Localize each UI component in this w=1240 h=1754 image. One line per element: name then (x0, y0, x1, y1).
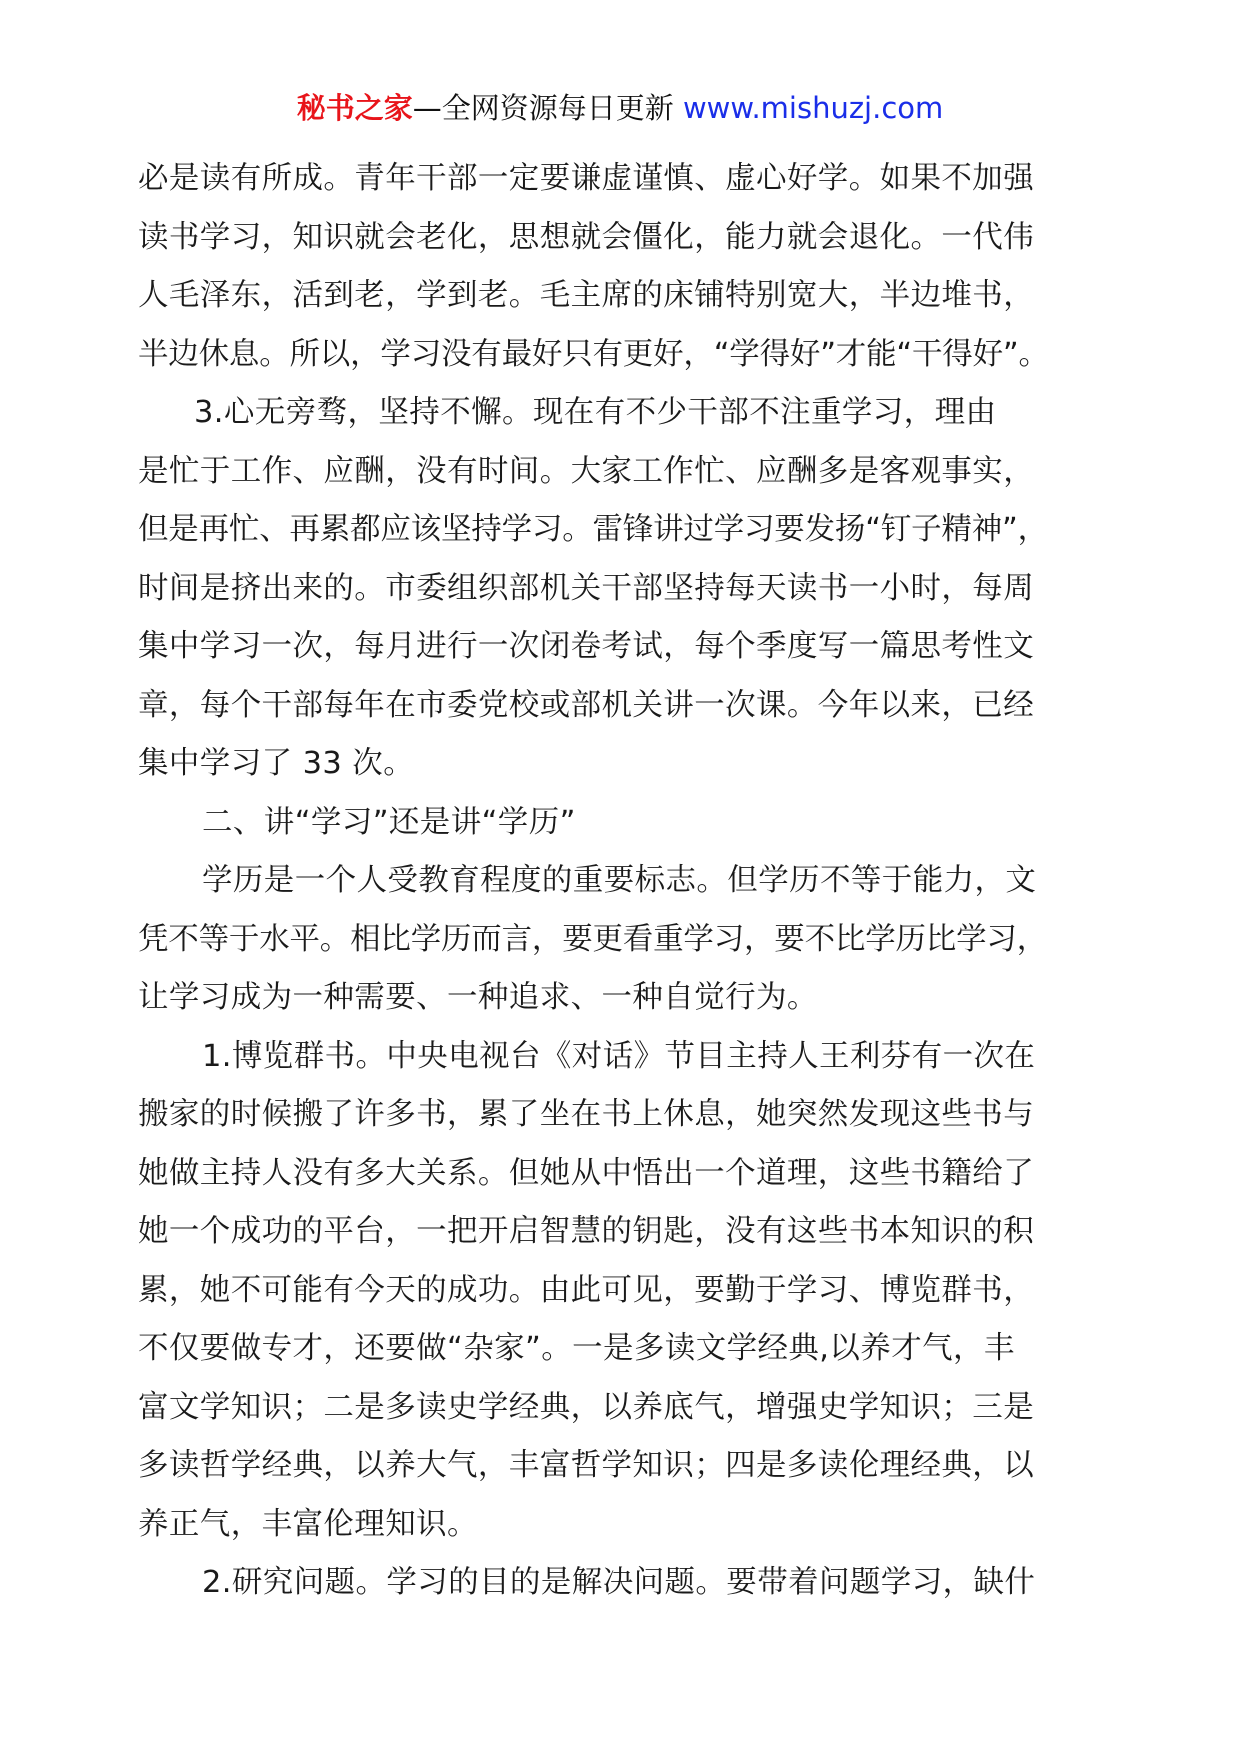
text-line: 1.博览群书。中央电视台《对话》节目主持人王利芬有一次在 (202, 1038, 1036, 1074)
text-line: 集中学习了 33 次。 (138, 746, 415, 781)
text-line: 她做主持人没有多大关系。但她从中悟出一个道理，这些书籍给了 (138, 1155, 1035, 1191)
header-tagline: —全网资源每日更新 (412, 91, 674, 125)
text-line: 但是再忙、再累都应该坚持学习。雷锋讲过学习要发扬“钉子精神”， (138, 512, 1048, 547)
text-line: 她一个成功的平台，一把开启智慧的钥匙，没有这些书本知识的积 (138, 1214, 1035, 1249)
text-line: 章，每个干部每年在市委党校或部机关讲一次课。今年以来，已经 (138, 687, 1035, 723)
text-line: 累，她不可能有今天的成功。由此可见，要勤于学习、博览群书， (138, 1272, 1035, 1308)
text-line: 人毛泽东，活到老，学到老。毛主席的床铺特别宽大，半边堆书， (138, 278, 1035, 313)
website-link[interactable]: www.mishuzj.com (682, 91, 944, 125)
text-line: 多读哲学经典，以养大气，丰富哲学知识；四是多读伦理经典，以 (138, 1448, 1035, 1483)
text-line: 2.研究问题。学习的目的是解决问题。要带着问题学习，缺什 (202, 1565, 1036, 1600)
brand-name: 秘书之家 (296, 91, 413, 125)
page-header (0, 88, 1240, 128)
text-line: 时间是挤出来的。市委组织部机关干部坚持每天读书一小时，每周 (138, 570, 1035, 606)
text-line: 让学习成为一种需要、一种追求、一种自觉行为。 (138, 980, 818, 1015)
text-line: 不仅要做专才，还要做“杂家”。一是多读文学经典,以养才气，丰 (138, 1331, 1015, 1366)
text-line: 富文学知识；二是多读史学经典，以养底气，增强史学知识；三是 (138, 1389, 1035, 1425)
text-line: 学历是一个人受教育程度的重要标志。但学历不等于能力，文 (202, 863, 1037, 898)
section-heading: 二、讲“学习”还是讲“学历” (202, 804, 576, 840)
text-line: 必是读有所成。青年干部一定要谦虚谨慎、虚心好学。如果不加强 (138, 161, 1035, 196)
document-body (138, 150, 1102, 1613)
text-line: 3.心无旁骛，坚持不懈。现在有不少干部不注重学习，理由 (194, 395, 997, 430)
text-line: 半边休息。所以，学习没有最好只有更好，“学得好”才能“干得好”。 (138, 336, 1049, 372)
text-line: 养正气，丰富伦理知识。 (138, 1506, 478, 1542)
text-line: 集中学习一次，每月进行一次闭卷考试，每个季度写一篇思考性文 (138, 629, 1035, 664)
text-line: 搬家的时候搬了许多书，累了坐在书上休息，她突然发现这些书与 (138, 1097, 1035, 1132)
text-line: 是忙于工作、应酬，没有时间。大家工作忙、应酬多是客观事实， (138, 453, 1035, 489)
text-line: 凭不等于水平。相比学历而言，要更看重学习，要不比学历比学习， (138, 921, 1047, 957)
text-line: 读书学习，知识就会老化，思想就会僵化，能力就会退化。一代伟 (138, 219, 1035, 255)
